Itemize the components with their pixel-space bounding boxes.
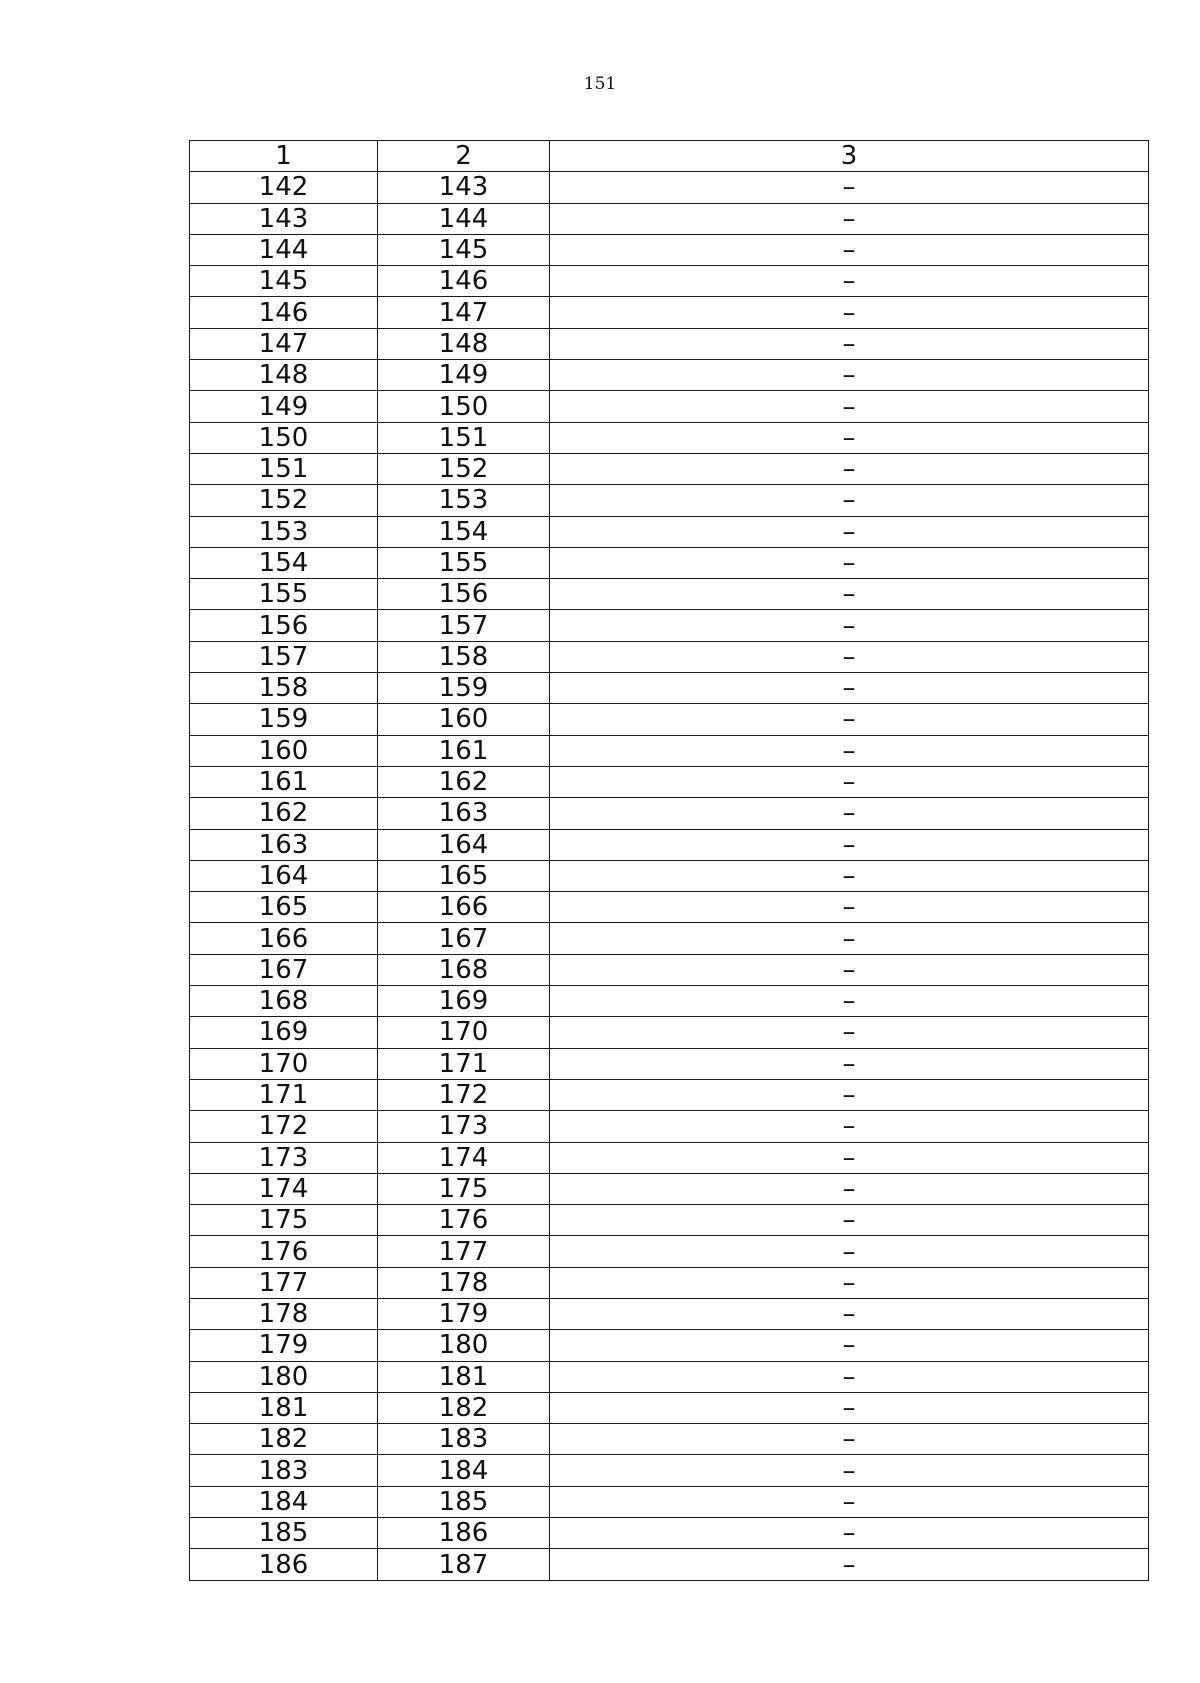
table-cell-col2: 162 xyxy=(378,766,550,797)
table-cell-col1: 172 xyxy=(190,1111,378,1142)
table-cell-col2: 177 xyxy=(378,1236,550,1267)
table-row xyxy=(190,328,1149,359)
table-cell-col3: – xyxy=(550,1079,1149,1110)
table-row xyxy=(190,954,1149,985)
table-row xyxy=(190,516,1149,547)
table-cell-col3: – xyxy=(550,1549,1149,1580)
table-cell-col1: 184 xyxy=(190,1486,378,1517)
table-cell-col2: 166 xyxy=(378,892,550,923)
table-cell-col2: 159 xyxy=(378,673,550,704)
table-row xyxy=(190,641,1149,672)
table-row xyxy=(190,860,1149,891)
table-cell-col3: – xyxy=(550,1486,1149,1517)
table-cell-col1: 163 xyxy=(190,829,378,860)
table-row xyxy=(190,892,1149,923)
table-cell-col3: – xyxy=(550,1361,1149,1392)
table-cell-col1: 162 xyxy=(190,798,378,829)
table-cell-col1: 151 xyxy=(190,453,378,484)
table-cell-col3: – xyxy=(550,1173,1149,1204)
table-cell-col1: 156 xyxy=(190,610,378,641)
table-cell-col1: 148 xyxy=(190,360,378,391)
table-row xyxy=(190,798,1149,829)
table-cell-col3: – xyxy=(550,547,1149,578)
table-cell-col3: – xyxy=(550,892,1149,923)
table-row xyxy=(190,266,1149,297)
table-row xyxy=(190,1236,1149,1267)
table-cell-col1: 173 xyxy=(190,1142,378,1173)
table-cell-col3: – xyxy=(550,641,1149,672)
table-cell-col3: – xyxy=(550,1455,1149,1486)
table-cell-col3: – xyxy=(550,579,1149,610)
table-cell-col2: 153 xyxy=(378,485,550,516)
table-cell-col1: 147 xyxy=(190,328,378,359)
table-row xyxy=(190,1392,1149,1423)
table-cell-col3: – xyxy=(550,1518,1149,1549)
table-body xyxy=(190,141,1149,1581)
table-row xyxy=(190,234,1149,265)
table-cell-col1: 171 xyxy=(190,1079,378,1110)
table-cell-col1: 170 xyxy=(190,1048,378,1079)
table-cell-col2: 160 xyxy=(378,704,550,735)
table-cell-col3: – xyxy=(550,1424,1149,1455)
page-number: 151 xyxy=(583,74,617,94)
table-cell-col3: – xyxy=(550,1205,1149,1236)
table-cell-col2: 184 xyxy=(378,1455,550,1486)
table-row xyxy=(190,986,1149,1017)
table-cell-col2: 173 xyxy=(378,1111,550,1142)
table-cell-col2: 158 xyxy=(378,641,550,672)
table-row xyxy=(190,360,1149,391)
table-cell-col3: – xyxy=(550,1111,1149,1142)
table-row xyxy=(190,923,1149,954)
table-cell-col2: 172 xyxy=(378,1079,550,1110)
table-cell-col3: – xyxy=(550,923,1149,954)
table-row xyxy=(190,1549,1149,1580)
table-row xyxy=(190,673,1149,704)
table-row xyxy=(190,704,1149,735)
table-cell-col3: – xyxy=(550,1017,1149,1048)
table-row xyxy=(190,547,1149,578)
table-cell-col1: 165 xyxy=(190,892,378,923)
table-cell-col3: – xyxy=(550,1267,1149,1298)
table-cell-col2: 175 xyxy=(378,1173,550,1204)
table-cell-col2: 176 xyxy=(378,1205,550,1236)
table-row xyxy=(190,1518,1149,1549)
table-cell-col1: 182 xyxy=(190,1424,378,1455)
table-header-row xyxy=(190,141,1149,172)
table-cell-col1: 143 xyxy=(190,203,378,234)
table-row xyxy=(190,610,1149,641)
table-cell-col1: 154 xyxy=(190,547,378,578)
table-cell-col2: 181 xyxy=(378,1361,550,1392)
table-cell-col3: – xyxy=(550,704,1149,735)
table-cell-col3: – xyxy=(550,1298,1149,1329)
table-cell-col2: 178 xyxy=(378,1267,550,1298)
table-cell-col3: – xyxy=(550,735,1149,766)
table-row xyxy=(190,1298,1149,1329)
table-cell-col3: – xyxy=(550,1392,1149,1423)
table-cell-col1: 164 xyxy=(190,860,378,891)
table-cell-col1: 177 xyxy=(190,1267,378,1298)
table-cell-col2: 171 xyxy=(378,1048,550,1079)
table-row xyxy=(190,1455,1149,1486)
table-cell-col1: 142 xyxy=(190,172,378,203)
table-cell-col2: 186 xyxy=(378,1518,550,1549)
table-cell-col2: 167 xyxy=(378,923,550,954)
column-header-3: 3 xyxy=(550,141,1149,172)
table-row xyxy=(190,1267,1149,1298)
table-cell-col1: 155 xyxy=(190,579,378,610)
table-cell-col3: – xyxy=(550,172,1149,203)
table-cell-col2: 146 xyxy=(378,266,550,297)
table-cell-col2: 143 xyxy=(378,172,550,203)
table-cell-col1: 176 xyxy=(190,1236,378,1267)
table-cell-col2: 185 xyxy=(378,1486,550,1517)
table-row xyxy=(190,297,1149,328)
table-cell-col3: – xyxy=(550,266,1149,297)
table-cell-col2: 183 xyxy=(378,1424,550,1455)
table-cell-col3: – xyxy=(550,453,1149,484)
table-cell-col3: – xyxy=(550,673,1149,704)
table-cell-col1: 168 xyxy=(190,986,378,1017)
table-cell-col1: 145 xyxy=(190,266,378,297)
table-cell-col3: – xyxy=(550,485,1149,516)
table-cell-col1: 149 xyxy=(190,391,378,422)
table-row xyxy=(190,453,1149,484)
table-cell-col1: 159 xyxy=(190,704,378,735)
table-row xyxy=(190,391,1149,422)
table-row xyxy=(190,1111,1149,1142)
table-row xyxy=(190,1205,1149,1236)
table-cell-col1: 161 xyxy=(190,766,378,797)
table-cell-col2: 147 xyxy=(378,297,550,328)
table-cell-col2: 182 xyxy=(378,1392,550,1423)
column-header-2: 2 xyxy=(378,141,550,172)
table-cell-col2: 157 xyxy=(378,610,550,641)
table-row xyxy=(190,735,1149,766)
table-cell-col1: 169 xyxy=(190,1017,378,1048)
table-cell-col1: 160 xyxy=(190,735,378,766)
table-cell-col2: 163 xyxy=(378,798,550,829)
table-cell-col1: 186 xyxy=(190,1549,378,1580)
table-cell-col1: 179 xyxy=(190,1330,378,1361)
table-cell-col2: 179 xyxy=(378,1298,550,1329)
column-header-1: 1 xyxy=(190,141,378,172)
table-cell-col1: 175 xyxy=(190,1205,378,1236)
table-row xyxy=(190,1142,1149,1173)
table-cell-col1: 157 xyxy=(190,641,378,672)
table-cell-col3: – xyxy=(550,829,1149,860)
table-cell-col2: 180 xyxy=(378,1330,550,1361)
table-row xyxy=(190,1486,1149,1517)
table-cell-col2: 155 xyxy=(378,547,550,578)
table-cell-col3: – xyxy=(550,360,1149,391)
table-cell-col1: 150 xyxy=(190,422,378,453)
table-cell-col3: – xyxy=(550,954,1149,985)
table-row xyxy=(190,1330,1149,1361)
table-cell-col2: 164 xyxy=(378,829,550,860)
table-cell-col3: – xyxy=(550,234,1149,265)
table-cell-col2: 148 xyxy=(378,328,550,359)
table-cell-col2: 170 xyxy=(378,1017,550,1048)
table-cell-col3: – xyxy=(550,203,1149,234)
table-cell-col1: 185 xyxy=(190,1518,378,1549)
table-cell-col2: 161 xyxy=(378,735,550,766)
table-cell-col3: – xyxy=(550,328,1149,359)
table-cell-col3: – xyxy=(550,1236,1149,1267)
table-cell-col3: – xyxy=(550,391,1149,422)
table-cell-col2: 145 xyxy=(378,234,550,265)
table-cell-col2: 151 xyxy=(378,422,550,453)
table-row xyxy=(190,203,1149,234)
table-cell-col3: – xyxy=(550,986,1149,1017)
table-row xyxy=(190,172,1149,203)
table-cell-col3: – xyxy=(550,798,1149,829)
table-cell-col3: – xyxy=(550,516,1149,547)
table-cell-col1: 180 xyxy=(190,1361,378,1392)
table-cell-col1: 174 xyxy=(190,1173,378,1204)
table-cell-col1: 146 xyxy=(190,297,378,328)
table-cell-col3: – xyxy=(550,1142,1149,1173)
table-row xyxy=(190,422,1149,453)
table-row xyxy=(190,1361,1149,1392)
table-row xyxy=(190,1079,1149,1110)
table-cell-col2: 149 xyxy=(378,360,550,391)
table-cell-col1: 181 xyxy=(190,1392,378,1423)
table-row xyxy=(190,1173,1149,1204)
table-cell-col2: 168 xyxy=(378,954,550,985)
table-row xyxy=(190,1017,1149,1048)
table-cell-col1: 178 xyxy=(190,1298,378,1329)
table-row xyxy=(190,485,1149,516)
table-row xyxy=(190,1048,1149,1079)
table-cell-col2: 165 xyxy=(378,860,550,891)
table-cell-col2: 169 xyxy=(378,986,550,1017)
table-cell-col1: 153 xyxy=(190,516,378,547)
table-cell-col3: – xyxy=(550,297,1149,328)
table-cell-col2: 152 xyxy=(378,453,550,484)
table-cell-col3: – xyxy=(550,1048,1149,1079)
table-row xyxy=(190,829,1149,860)
table-cell-col2: 174 xyxy=(378,1142,550,1173)
table-cell-col1: 183 xyxy=(190,1455,378,1486)
table-row xyxy=(190,579,1149,610)
data-table xyxy=(189,140,1149,1581)
table-cell-col1: 144 xyxy=(190,234,378,265)
table-cell-col3: – xyxy=(550,860,1149,891)
table-cell-col3: – xyxy=(550,610,1149,641)
table-cell-col2: 156 xyxy=(378,579,550,610)
table-row xyxy=(190,766,1149,797)
table-cell-col3: – xyxy=(550,1330,1149,1361)
table-cell-col2: 154 xyxy=(378,516,550,547)
table-cell-col1: 158 xyxy=(190,673,378,704)
table-cell-col2: 150 xyxy=(378,391,550,422)
table-cell-col1: 167 xyxy=(190,954,378,985)
table-row xyxy=(190,1424,1149,1455)
table-cell-col3: – xyxy=(550,766,1149,797)
table-cell-col3: – xyxy=(550,422,1149,453)
table-cell-col2: 144 xyxy=(378,203,550,234)
table-cell-col2: 187 xyxy=(378,1549,550,1580)
table-cell-col1: 152 xyxy=(190,485,378,516)
table-cell-col1: 166 xyxy=(190,923,378,954)
